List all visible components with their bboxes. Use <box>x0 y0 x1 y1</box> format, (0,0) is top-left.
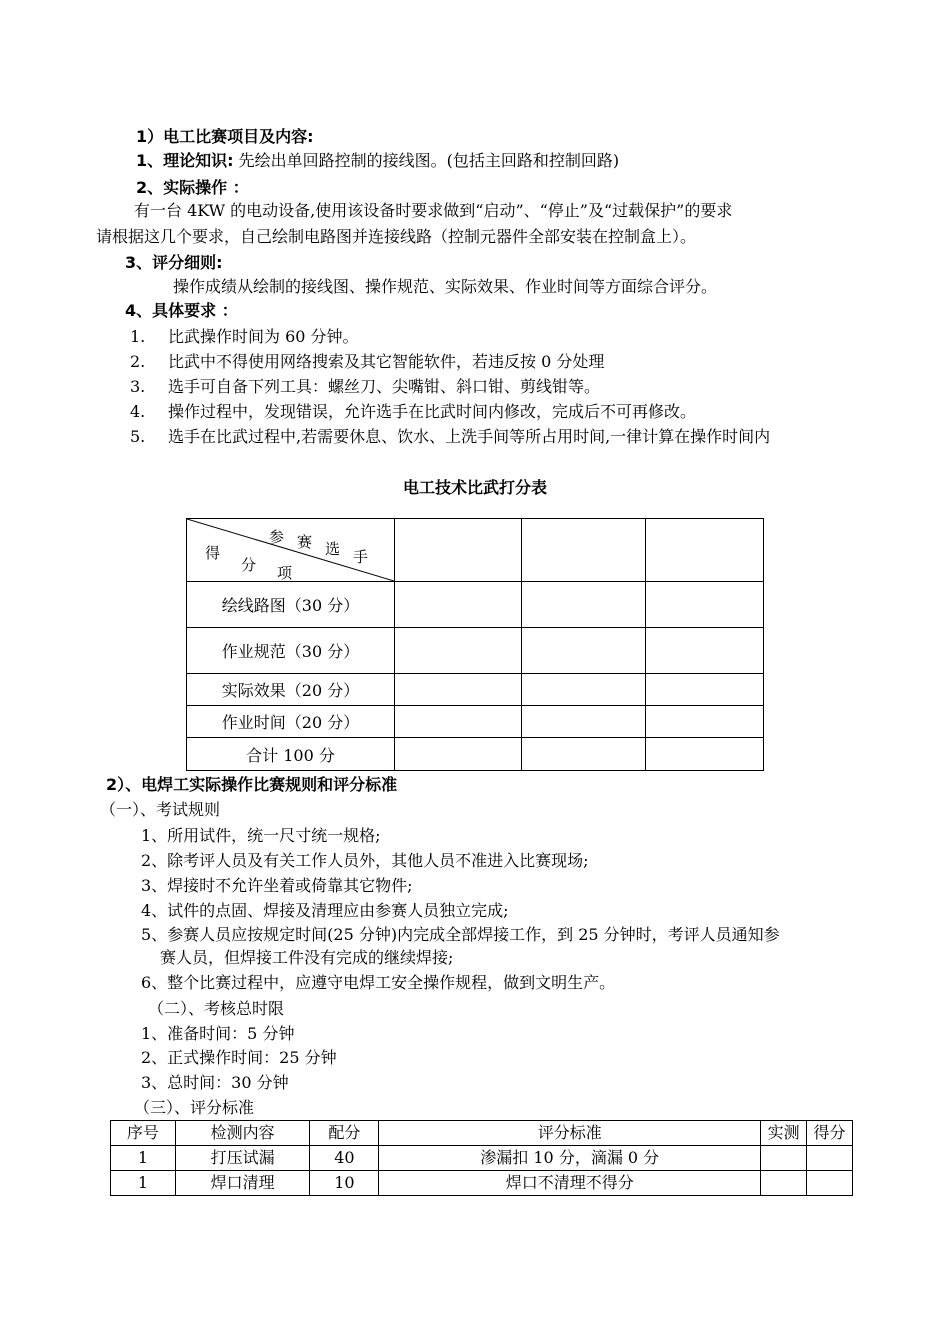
score-cell <box>522 674 645 706</box>
contestant-cell <box>522 519 645 582</box>
score-item-label: 实际效果（20 分） <box>187 674 395 706</box>
criteria-table <box>110 1120 853 1196</box>
score-cell <box>645 674 763 706</box>
rule-item: 2、除考评人员及有关工作人员外，其他人员不准进入比赛现场; <box>141 851 589 870</box>
score-table-title: 电工技术比武打分表 <box>402 478 547 497</box>
score-cell <box>395 738 522 771</box>
column-header: 配分 <box>310 1121 379 1146</box>
column-header: 得分 <box>807 1121 853 1146</box>
contestant-cell <box>395 519 522 582</box>
table-row <box>187 582 764 628</box>
score-cell <box>395 628 522 674</box>
requirement-text: 选手可自备下列工具：螺丝刀、尖嘴钳、斜口钳、剪线钳等。 <box>168 377 601 396</box>
column-header: 序号 <box>111 1121 176 1146</box>
cell-no: 1 <box>111 1146 176 1171</box>
criteria-subheading: （三）、评分标准 <box>134 1098 255 1117</box>
column-header: 检测内容 <box>175 1121 310 1146</box>
score-table <box>186 518 764 771</box>
requirement-text: 比武操作时间为 60 分钟。 <box>168 327 359 346</box>
cell-measured <box>761 1146 807 1171</box>
score-item-label: 绘线路图（30 分） <box>187 582 395 628</box>
cell-standard: 渗漏扣 10 分，滴漏 0 分 <box>379 1146 761 1171</box>
table-row <box>111 1146 853 1171</box>
requirement-1 <box>130 327 359 347</box>
cell-score <box>807 1146 853 1171</box>
cell-standard: 焊口不清理不得分 <box>379 1171 761 1196</box>
requirement-number: 5. <box>130 427 146 446</box>
score-total-label: 合计 100 分 <box>187 738 395 771</box>
rules-subheading: （一）、考试规则 <box>100 800 221 819</box>
item3-text: 操作成绩从绘制的接线图、操作规范、实际效果、作业时间等方面综合评分。 <box>173 277 718 296</box>
header-bottom-char: 分 <box>241 556 257 574</box>
rule-item: 4、试件的点固、焊接及清理应由参赛人员独立完成; <box>141 901 509 920</box>
requirement-text: 操作过程中，发现错误，允许选手在比武时间内修改，完成后不可再修改。 <box>168 402 697 421</box>
score-cell <box>395 674 522 706</box>
item1-text: 先绘出单回路控制的接线图。(包括主回路和控制回路) <box>238 151 620 170</box>
score-cell <box>522 628 645 674</box>
contestant-cell <box>645 519 763 582</box>
rule-item: 5、参赛人员应按规定时间(25 分钟)内完成全部焊接工作，到 25 分钟时，考评人员通知参 <box>141 925 780 944</box>
rule-item: 3、焊接时不允许坐着或倚靠其它物件; <box>141 876 413 895</box>
table-row <box>111 1171 853 1196</box>
item1-line <box>136 151 619 171</box>
column-header: 实测 <box>761 1121 807 1146</box>
requirement-number: 2. <box>130 352 146 371</box>
header-top-char: 参 <box>269 528 285 546</box>
cell-item: 焊口清理 <box>175 1171 310 1196</box>
time-limit-subheading: （二）、考核总时限 <box>148 999 285 1018</box>
item1-label: 1、理论知识: <box>136 151 234 170</box>
requirement-number: 4. <box>130 402 146 421</box>
cell-points: 40 <box>310 1146 379 1171</box>
cell-item: 打压试漏 <box>175 1146 310 1171</box>
table-header-row <box>111 1121 853 1146</box>
score-cell <box>522 582 645 628</box>
header-top-char: 选 <box>325 540 341 558</box>
section2-heading: 2）、电焊工实际操作比赛规则和评分标准 <box>106 775 398 794</box>
header-bottom-char: 得 <box>205 544 221 562</box>
item2-line1: 有一台 4KW 的电动设备,使用该设备时要求做到“启动”、“停止”及“过载保护”的要求 <box>134 201 733 220</box>
cell-no: 1 <box>111 1171 176 1196</box>
table-row <box>187 706 764 738</box>
requirement-text: 比武中不得使用网络搜索及其它智能软件，若违反按 0 分处理 <box>168 352 605 371</box>
score-cell <box>522 738 645 771</box>
score-cell <box>522 706 645 738</box>
item3-label: 3、评分细则: <box>125 253 223 272</box>
column-header: 评分标准 <box>379 1121 761 1146</box>
score-item-label: 作业时间（20 分） <box>187 706 395 738</box>
requirement-4 <box>130 402 696 422</box>
table-row <box>187 628 764 674</box>
item2-label: 2、实际操作 ： <box>136 178 249 197</box>
score-cell <box>395 582 522 628</box>
cell-points: 10 <box>310 1171 379 1196</box>
score-cell <box>395 706 522 738</box>
table-row <box>187 674 764 706</box>
table-row <box>187 738 764 771</box>
requirement-text: 选手在比武过程中,若需要休息、饮水、上洗手间等所占用时间,一律计算在操作时间内 <box>168 427 771 446</box>
header-top-char: 手 <box>353 548 369 566</box>
cell-measured <box>761 1171 807 1196</box>
time-item: 1、准备时间：5 分钟 <box>141 1024 295 1043</box>
time-item: 3、总时间：30 分钟 <box>141 1073 289 1092</box>
rule-item: 6、整个比赛过程中，应遵守电焊工安全操作规程，做到文明生产。 <box>141 973 616 992</box>
score-cell <box>645 738 763 771</box>
rule-item: 1、所用试件，统一尺寸统一规格; <box>141 826 381 845</box>
section1-heading: 1）电工比赛项目及内容: <box>136 127 314 146</box>
score-cell <box>645 628 763 674</box>
table-row <box>187 519 764 582</box>
item4-label: 4、具体要求 ： <box>125 301 238 320</box>
requirement-5 <box>130 427 770 447</box>
requirement-number: 3. <box>130 377 146 396</box>
header-top-char: 赛 <box>297 533 313 551</box>
time-item: 2、正式操作时间：25 分钟 <box>141 1048 337 1067</box>
requirement-number: 1. <box>130 327 146 346</box>
score-cell <box>645 582 763 628</box>
header-bottom-char: 项 <box>277 564 293 582</box>
cell-score <box>807 1171 853 1196</box>
item2-line2: 请根据这几个要求，自己绘制电路图并连接线路（控制元器件全部安装在控制盒上）。 <box>96 227 697 246</box>
score-cell <box>645 706 763 738</box>
requirement-2 <box>130 352 604 372</box>
requirement-3 <box>130 377 600 397</box>
score-item-label: 作业规范（30 分） <box>187 628 395 674</box>
rule-item-continuation: 赛人员，但焊接工件没有完成的继续焊接; <box>160 948 454 967</box>
diagonal-header-cell <box>187 519 395 582</box>
